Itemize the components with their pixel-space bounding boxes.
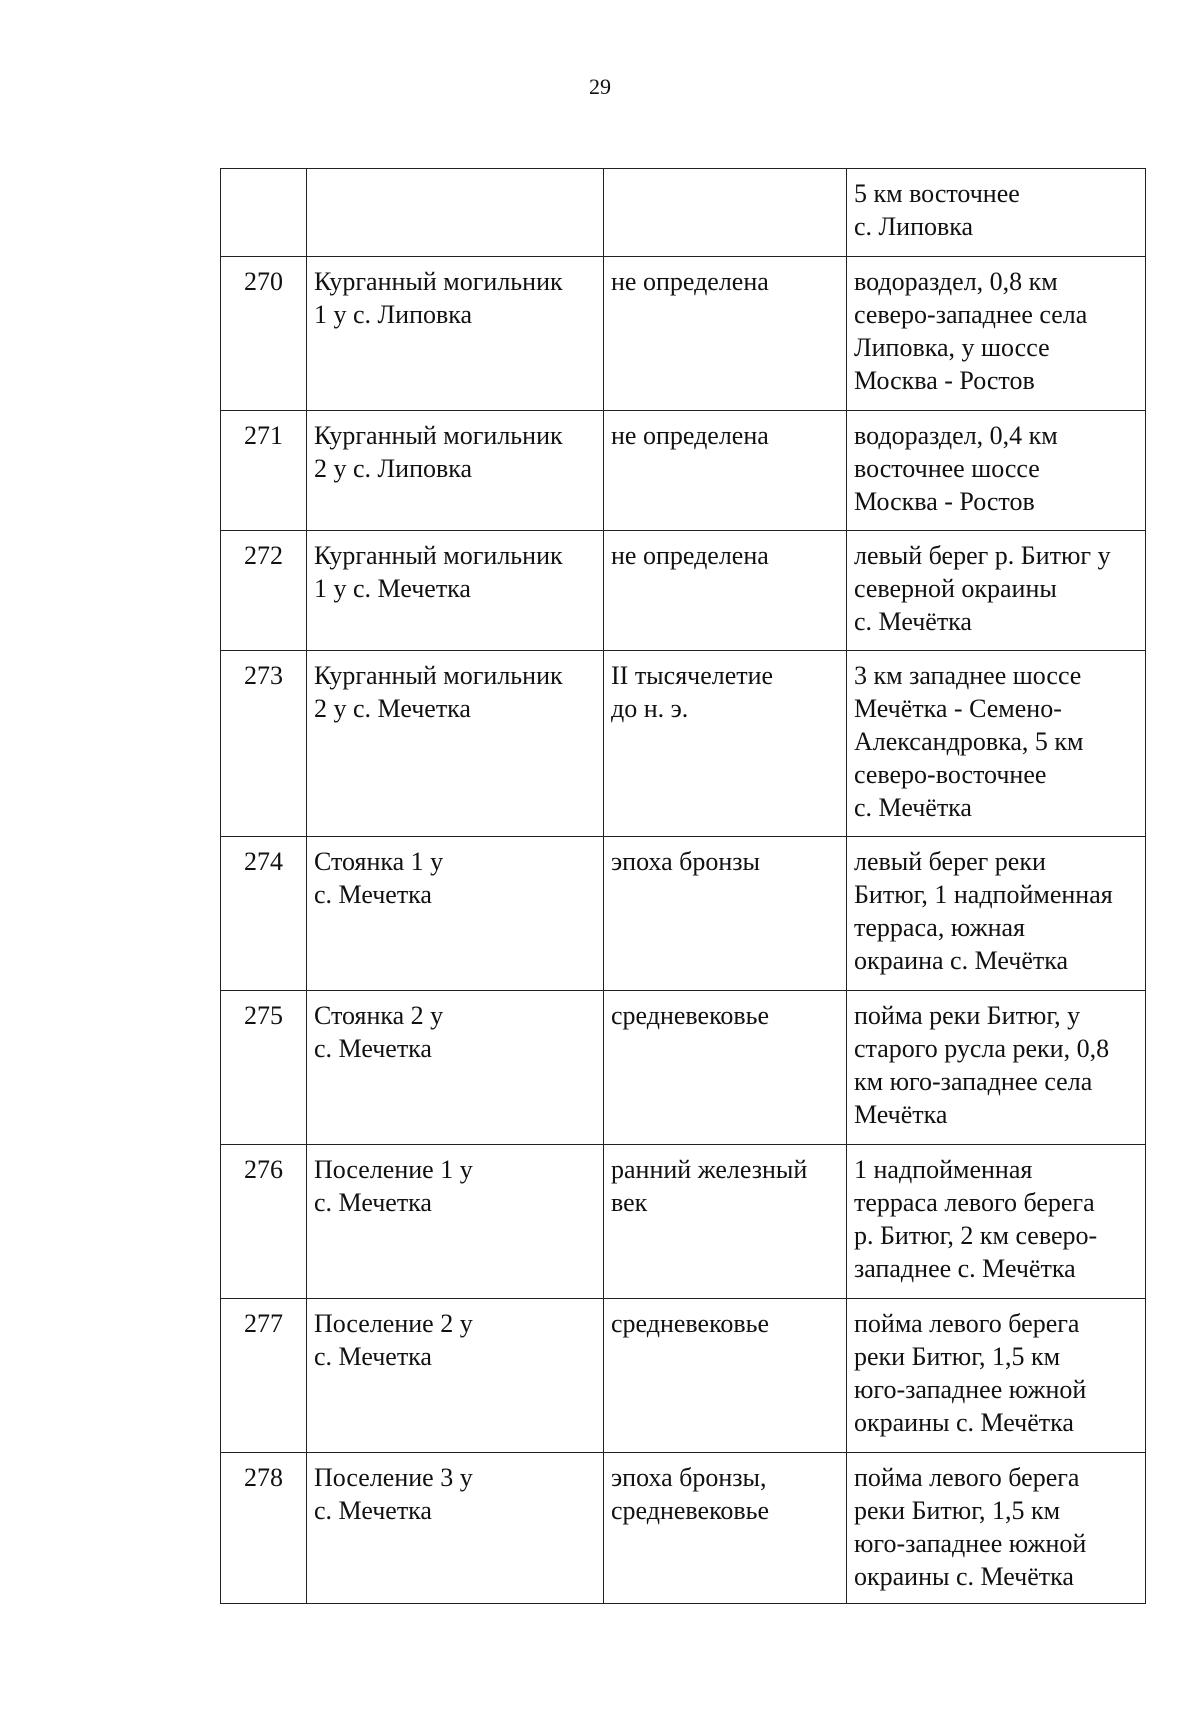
cell-dating <box>604 169 847 257</box>
cell-dating: эпоха бронзы <box>604 837 847 991</box>
cell-dating: не определена <box>604 257 847 411</box>
table-row <box>221 531 1146 651</box>
cell-site-name: Стоянка 1 у с. Мечетка <box>307 837 604 991</box>
table-row <box>221 257 1146 411</box>
cell-site-name: Поселение 1 у с. Мечетка <box>307 1145 604 1299</box>
cell-location: пойма левого берега реки Битюг, 1,5 км юго-западнее южной окраины с. Мечётка <box>847 1453 1146 1604</box>
cell-number: 273 <box>221 651 307 837</box>
cell-site-name: Курганный могильник 2 у с. Мечетка <box>307 651 604 837</box>
cell-site-name: Поселение 2 у с. Мечетка <box>307 1299 604 1453</box>
table-row <box>221 991 1146 1145</box>
table-row <box>221 411 1146 531</box>
cell-dating: эпоха бронзы, средневековье <box>604 1453 847 1604</box>
table-row <box>221 651 1146 837</box>
cell-location: водораздел, 0,4 км восточнее шоссе Москва - Ростов <box>847 411 1146 531</box>
cell-number <box>221 169 307 257</box>
cell-location: пойма реки Битюг, у старого русла реки, 0,8 км юго-западнее села Мечётка <box>847 991 1146 1145</box>
cell-dating: ранний железный век <box>604 1145 847 1299</box>
cell-location: водораздел, 0,8 км северо-западнее села Липовка, у шоссе Москва - Ростов <box>847 257 1146 411</box>
table-row <box>221 837 1146 991</box>
cell-site-name: Поселение 3 у с. Мечетка <box>307 1453 604 1604</box>
cell-dating: средневековье <box>604 1299 847 1453</box>
cell-number: 277 <box>221 1299 307 1453</box>
cell-location: левый берег р. Битюг у северной окраины с. Мечётка <box>847 531 1146 651</box>
cell-site-name: Курганный могильник 1 у с. Мечетка <box>307 531 604 651</box>
cell-site-name <box>307 169 604 257</box>
table-row <box>221 1145 1146 1299</box>
cell-location: 5 км восточнее с. Липовка <box>847 169 1146 257</box>
cell-location: пойма левого берега реки Битюг, 1,5 км юго-западнее южной окраины с. Мечётка <box>847 1299 1146 1453</box>
heritage-sites-table <box>220 168 1146 1604</box>
page-number: 29 <box>589 74 611 99</box>
table-row <box>221 1299 1146 1453</box>
cell-site-name: Курганный могильник 2 у с. Липовка <box>307 411 604 531</box>
table-row <box>221 1453 1146 1604</box>
cell-number: 278 <box>221 1453 307 1604</box>
cell-location: левый берег реки Битюг, 1 надпойменная терраса, южная окраина с. Мечётка <box>847 837 1146 991</box>
cell-dating: не определена <box>604 531 847 651</box>
cell-location: 1 надпойменная терраса левого берега р. Битюг, 2 км северо- западнее с. Мечётка <box>847 1145 1146 1299</box>
cell-number: 275 <box>221 991 307 1145</box>
cell-number: 272 <box>221 531 307 651</box>
cell-site-name: Курганный могильник 1 у с. Липовка <box>307 257 604 411</box>
cell-site-name: Стоянка 2 у с. Мечетка <box>307 991 604 1145</box>
cell-number: 271 <box>221 411 307 531</box>
cell-number: 270 <box>221 257 307 411</box>
cell-location: 3 км западнее шоссе Мечётка - Семено- Александровка, 5 км северо-восточнее с. Мечётка <box>847 651 1146 837</box>
cell-dating: не определена <box>604 411 847 531</box>
cell-dating: II тысячелетие до н. э. <box>604 651 847 837</box>
cell-number: 276 <box>221 1145 307 1299</box>
table-row-continuation <box>221 169 1146 257</box>
cell-dating: средневековье <box>604 991 847 1145</box>
cell-number: 274 <box>221 837 307 991</box>
